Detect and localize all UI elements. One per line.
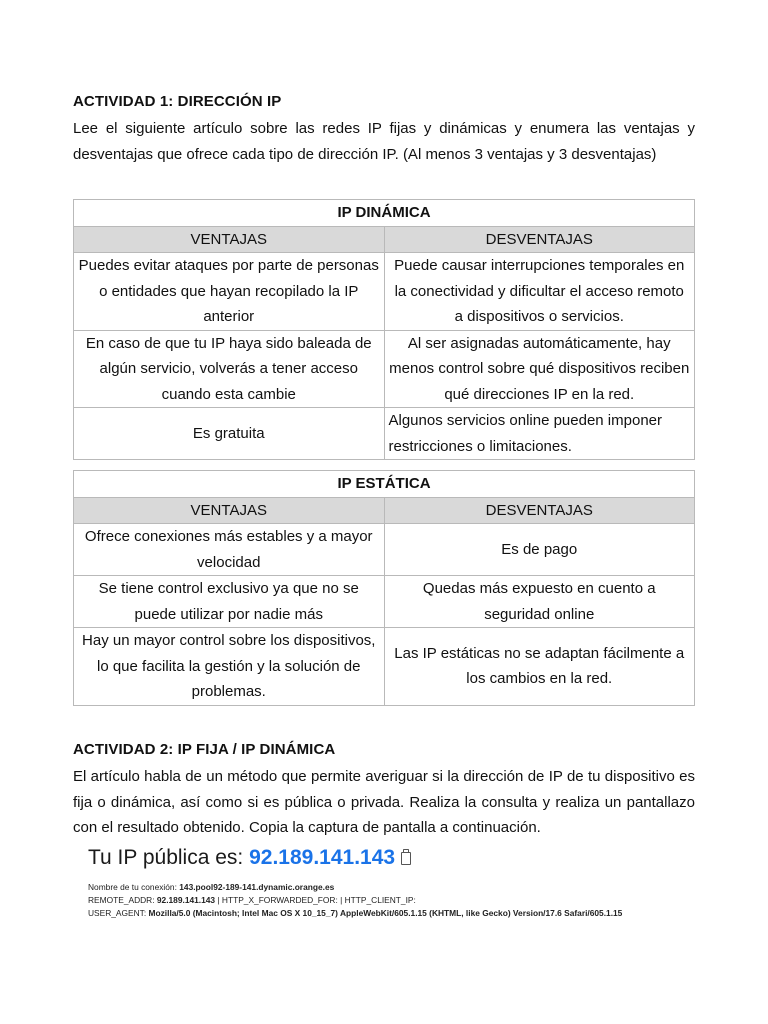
advantage-cell: Puedes evitar ataques por parte de personas o entidades que hayan recopilado la IP anterior [74, 253, 385, 331]
static-col-disadvantages: DESVENTAJAS [384, 497, 695, 524]
public-ip-value: 92.189.141.143 [249, 846, 396, 869]
connection-details [88, 881, 688, 920]
connection-name-line [88, 881, 688, 894]
user-agent-value: Mozilla/5.0 (Macintosh; Intel Mac OS X 10_15_7) AppleWebKit/605.1.15 (KHTML, like Gecko) Version/17.6 Safari/605.1.15 [148, 908, 623, 918]
dynamic-ip-table [73, 199, 695, 460]
disadvantage-cell: Es de pago [384, 524, 695, 576]
connection-name-value: 143.pool92-189-141.dynamic.orange.es [179, 882, 335, 892]
disadvantage-cell: Al ser asignadas automáticamente, hay menos control sobre qué dispositivos reciben qué direcciones IP en la red. [384, 330, 695, 408]
activity2-title: ACTIVIDAD 2: IP FIJA / IP DINÁMICA [73, 741, 336, 758]
disadvantage-cell: Quedas más expuesto en cuento a seguridad online [384, 576, 695, 628]
activity1-title: ACTIVIDAD 1: DIRECCIÓN IP [73, 93, 282, 110]
table-row [74, 408, 695, 460]
static-table-title: IP ESTÁTICA [74, 471, 695, 498]
connection-name-label: Nombre de tu conexión: [88, 882, 177, 892]
static-ip-table [73, 470, 695, 706]
table-row [74, 330, 695, 408]
static-col-advantages: VENTAJAS [74, 497, 385, 524]
remote-addr-value: 92.189.141.143 [156, 895, 216, 905]
forwarded-headers: | HTTP_X_FORWARDED_FOR: | HTTP_CLIENT_IP: [217, 895, 416, 905]
public-ip-label: Tu IP pública es: [88, 846, 244, 869]
public-ip-line [88, 846, 688, 870]
disadvantage-cell: Las IP estáticas no se adaptan fácilmente a los cambios en la red. [384, 628, 695, 706]
activity2-instructions: El artículo habla de un método que permite averiguar si la dirección de IP de tu dispositivo es fija o dinámica, así como si es pública o privada. Realiza la consulta y realiza un pantallazo con el resultado obtenido. Copia la captura de pantalla a continuación. [73, 768, 695, 836]
user-agent-line [88, 907, 688, 920]
disadvantage-cell: Puede causar interrupciones temporales en la conectividad y dificultar el acceso remoto a dispositivos o servicios. [384, 253, 695, 331]
remote-addr-line [88, 894, 688, 907]
dynamic-col-advantages: VENTAJAS [74, 226, 385, 253]
disadvantage-cell: Algunos servicios online pueden imponer restricciones o limitaciones. [384, 408, 695, 460]
ip-result-screenshot [88, 846, 688, 920]
user-agent-label: USER_AGENT: [88, 908, 147, 918]
dynamic-table-title: IP DINÁMICA [74, 200, 695, 227]
table-row [74, 576, 695, 628]
table-row [74, 524, 695, 576]
remote-addr-label: REMOTE_ADDR: [88, 895, 155, 905]
advantage-cell: Ofrece conexiones más estables y a mayor velocidad [74, 524, 385, 576]
activity1-instructions: Lee el siguiente artículo sobre las redes IP fijas y dinámicas y enumera las ventajas y desventajas que ofrece cada tipo de dirección IP. (Al menos 3 ventajas y 3 desventajas) [73, 120, 695, 163]
copy-icon[interactable] [401, 852, 411, 865]
table-row [74, 253, 695, 331]
advantage-cell: En caso de que tu IP haya sido baleada de algún servicio, volverás a tener acceso cuando esta cambie [74, 330, 385, 408]
advantage-cell: Hay un mayor control sobre los dispositivos, lo que facilita la gestión y la solución de problemas. [74, 628, 385, 706]
table-row [74, 628, 695, 706]
advantage-cell: Se tiene control exclusivo ya que no se puede utilizar por nadie más [74, 576, 385, 628]
advantage-cell: Es gratuita [74, 408, 385, 460]
dynamic-col-disadvantages: DESVENTAJAS [384, 226, 695, 253]
